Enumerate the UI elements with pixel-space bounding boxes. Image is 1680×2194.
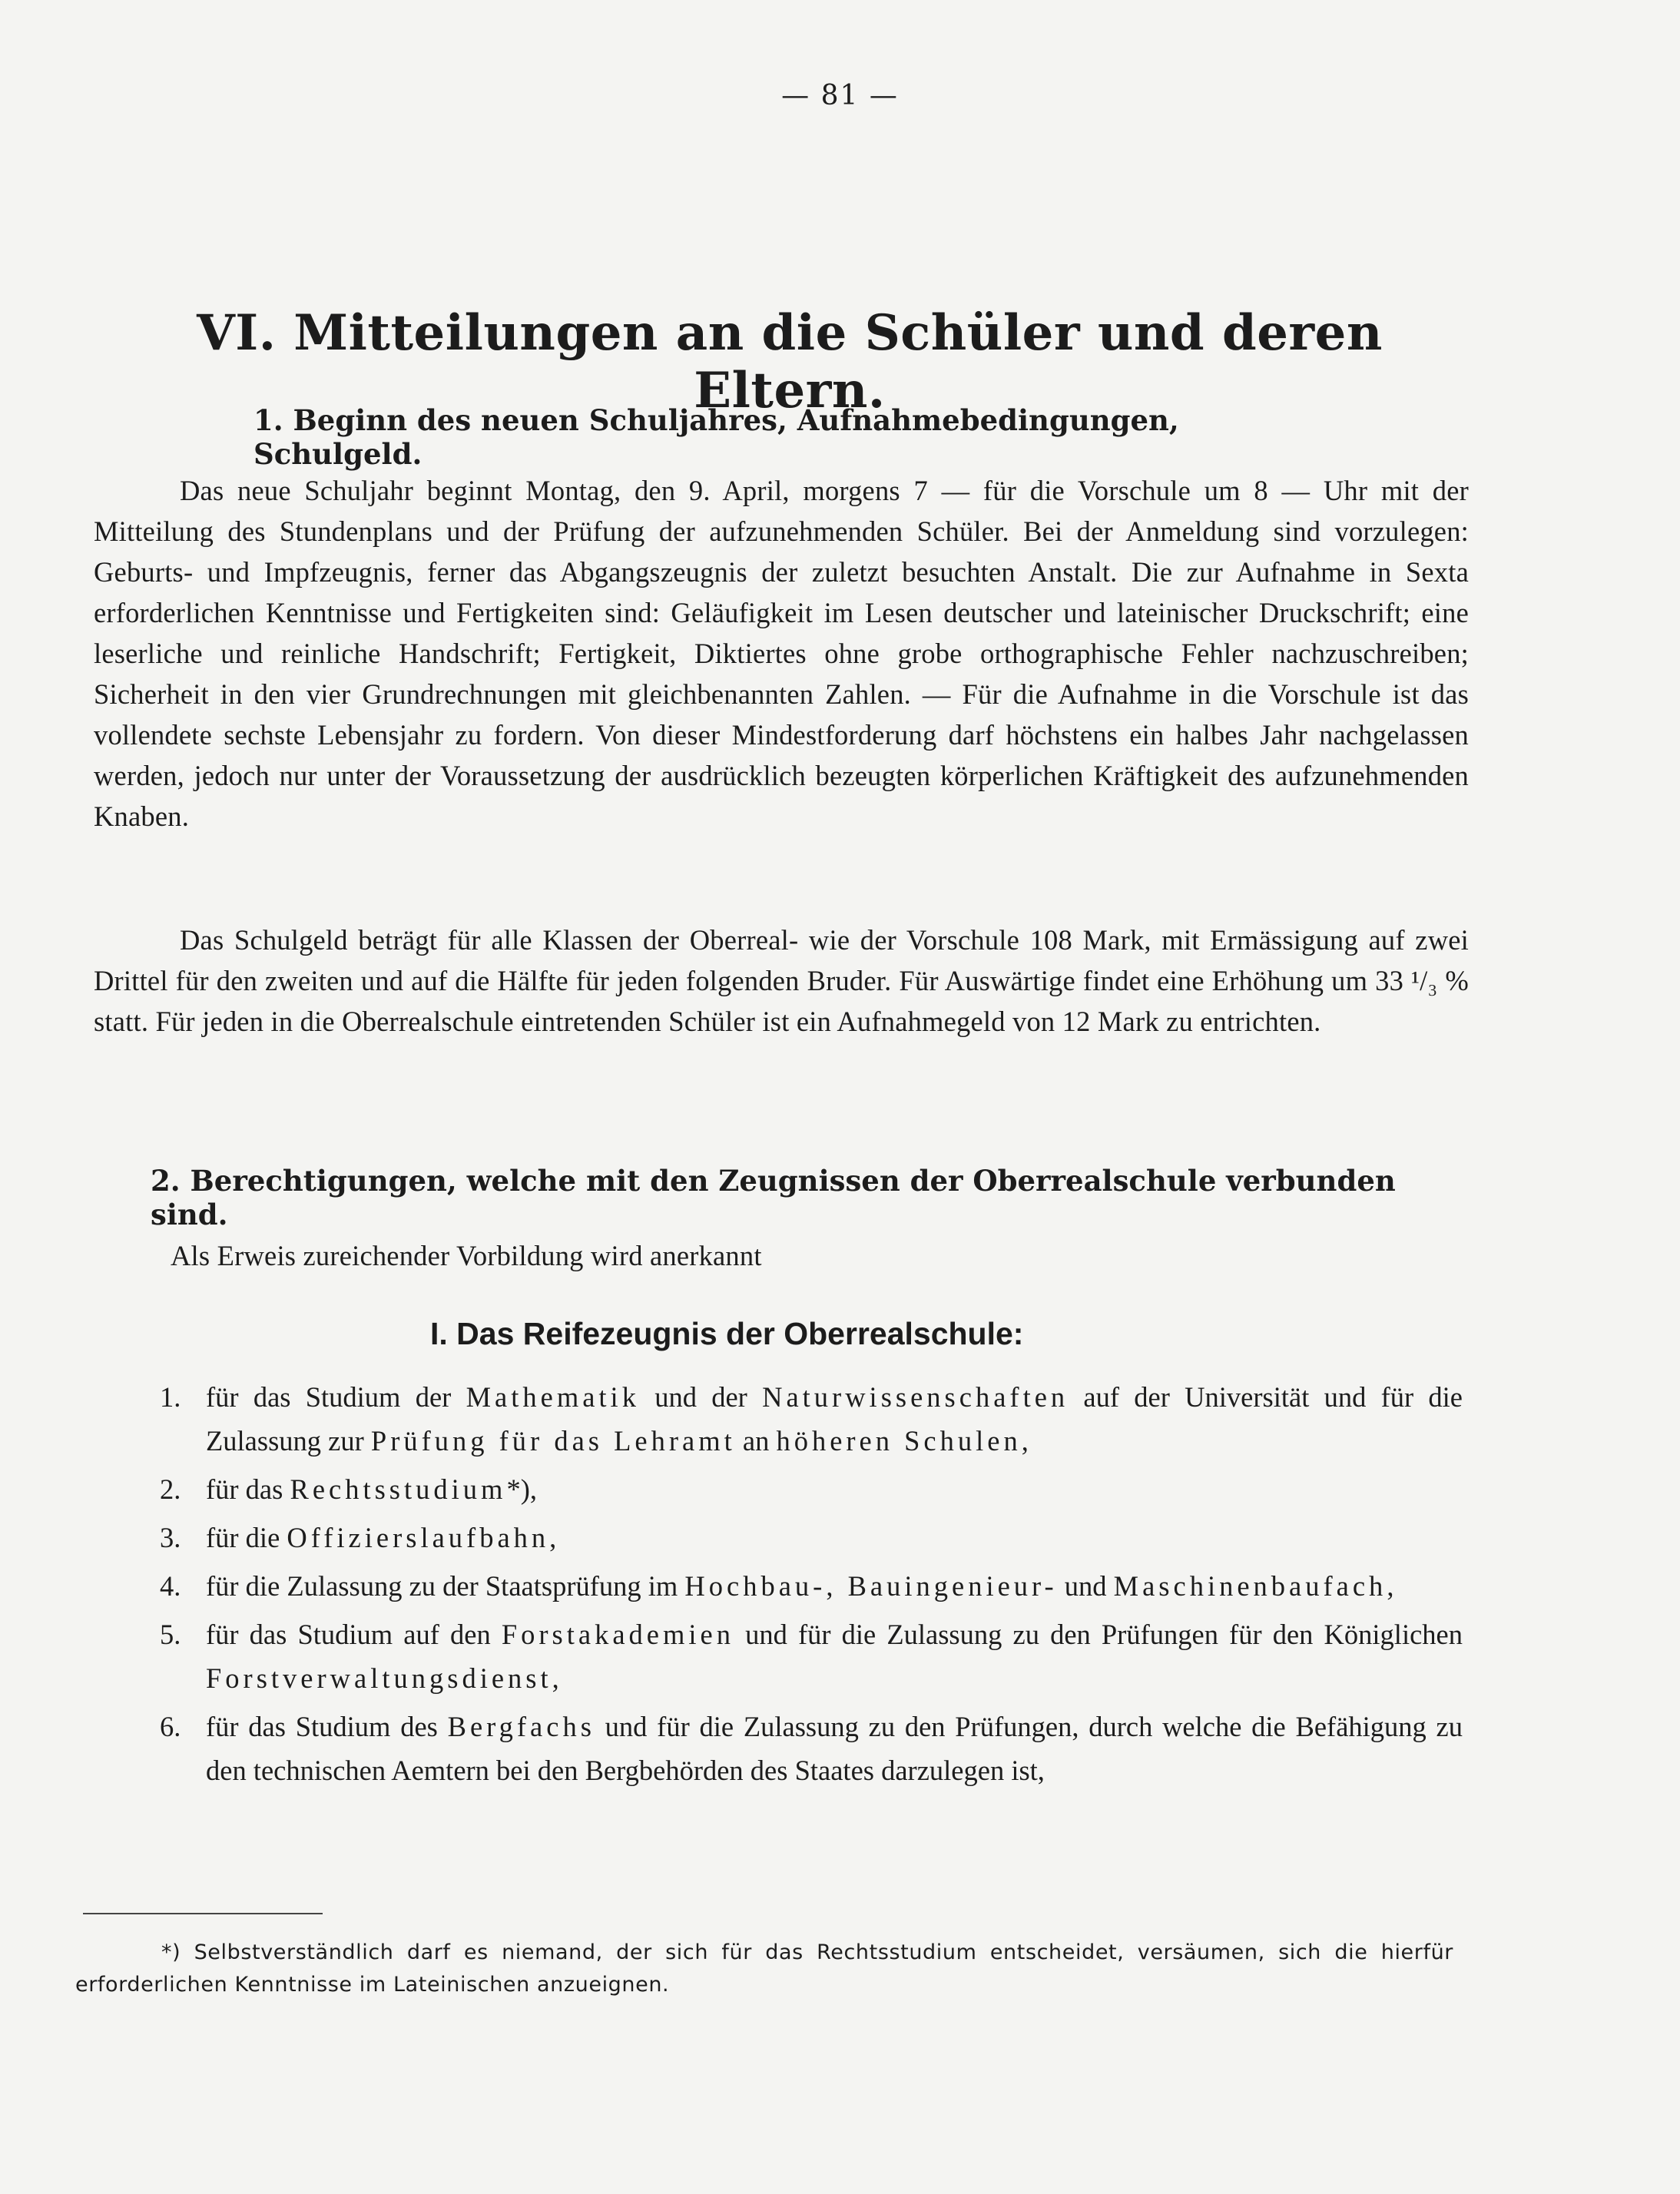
chapter-title: VI. Mitteilungen an die Schüler und deren Eltern. bbox=[197, 304, 1383, 419]
section-2-subheading: I. Das Reifezeugnis der Oberrealschule: bbox=[430, 1316, 1024, 1351]
list-item-text: für das Studium der bbox=[206, 1381, 466, 1413]
list-item-number: 3. bbox=[160, 1522, 181, 1553]
section-1-paragraph-1: Das neue Schuljahr beginnt Montag, den 9. April, morgens 7 — für die Vorschule um 8 — Uhr mit der Mitteilung des Stundenplans und der Prüfung der aufzunehmenden Schüler. Bei der Anmeldung sind vorzulegen: Geburts- und Impfzeugnis, ferner das Abgangszeugnis der zuletzt besuchten Anstalt. Die zur Aufnahme in Sexta erforderlichen Kenntnisse und Fertigkeiten sind: Geläufigkeit im Lesen deutscher und lateinischer Druckschrift; eine leserliche und reinliche Handschrift; Fertigkeit, Diktiertes ohne grobe orthographische Fehler nachzuschreiben; Sicherheit in den vier Grundrechnungen mit gleichbenannten Zahlen. — Für die Aufnahme in die Vorschule ist das vollendete sechste Lebensjahr zu fordern. Von dieser Mindestforderung darf höchstens ein halbes Jahr nachgelassen werden, jedoch nur unter der Voraussetzung der ausdrücklich bezeugten körperlichen Kräftigkeit des aufzunehmenden Knaben. bbox=[94, 475, 1469, 832]
list-item-spaced-text: Hochbau-, Bauingenieur- bbox=[684, 1570, 1058, 1602]
section-2-intro: Als Erweis zureichender Vorbildung wird anerkannt bbox=[171, 1240, 762, 1271]
list-item-text: , bbox=[1387, 1570, 1394, 1602]
list-item-text: und der bbox=[639, 1381, 763, 1413]
list-item bbox=[160, 1375, 1463, 1463]
list-item-text: für die Zulassung zu der Staatsprüfung im bbox=[206, 1570, 685, 1602]
list-item-text: auf der Universität und für die Zulassung zur bbox=[206, 1381, 1463, 1457]
list-item-spaced-text: höheren Schulen bbox=[776, 1425, 1022, 1457]
section-1-heading: 1. Beginn des neuen Schuljahres, Aufnahmebedingungen, Schulgeld. bbox=[253, 403, 1179, 471]
list-item-spaced-text: Bergfachs bbox=[447, 1711, 595, 1742]
list-item-text: für das Studium auf den bbox=[206, 1619, 502, 1650]
list-item-spaced-text: Prüfung für das Lehramt bbox=[370, 1425, 736, 1457]
section-2-heading: 2. Berechtigungen, welche mit den Zeugnissen der Oberrealschule verbunden sind. bbox=[151, 1164, 1396, 1231]
page-number: — 81 — bbox=[781, 80, 899, 111]
section-1-paragraph-2: Das Schulgeld beträgt für alle Klassen der Oberreal- wie der Vorschule 108 Mark, mit Ermässigung auf zwei Drittel für den zweiten und auf die Hälfte für jeden folgenden Bruder. Für Auswärtige findet eine Erhöhung um 33 ¹/₃ % statt. Für jeden in die Oberrealschule eintretenden Schüler ist ein Aufnahmegeld von 12 Mark zu entrichten. bbox=[94, 924, 1469, 1037]
list-item-spaced-text: Maschinenbaufach bbox=[1113, 1570, 1387, 1602]
list-item-text: und für die Zulassung zu den Prüfungen, durch welche die Befähigung zu den technischen Aemtern bei den Bergbehörden des Staates darzulegen ist, bbox=[206, 1711, 1463, 1786]
list-item bbox=[160, 1467, 1463, 1511]
list-item-text: und für die Zulassung zu den Prüfungen für den Königlichen bbox=[734, 1619, 1463, 1650]
list-item-spaced-text: Offizierslaufbahn bbox=[287, 1522, 550, 1553]
list-item-spaced-text: Mathematik bbox=[466, 1381, 640, 1413]
list-item-text: und bbox=[1057, 1570, 1114, 1602]
list-item bbox=[160, 1564, 1463, 1608]
list-item-text: , bbox=[1021, 1425, 1029, 1457]
list-item-text: für das bbox=[206, 1473, 290, 1505]
list-item-text: für die bbox=[206, 1522, 287, 1553]
list-item-text: , bbox=[549, 1522, 557, 1553]
list-item-spaced-text: Forstverwaltungsdienst bbox=[206, 1662, 552, 1694]
list-item-spaced-text: Naturwissenschaften bbox=[762, 1381, 1069, 1413]
footnote-divider bbox=[83, 1913, 323, 1914]
list-item-number: 2. bbox=[160, 1473, 181, 1505]
list-item bbox=[160, 1612, 1463, 1700]
list-item-text: *), bbox=[506, 1473, 537, 1505]
list-item-number: 1. bbox=[160, 1381, 181, 1413]
list-item-number: 6. bbox=[160, 1711, 181, 1742]
qualification-list bbox=[160, 1375, 1463, 1797]
list-item-number: 4. bbox=[160, 1570, 181, 1602]
list-item-number: 5. bbox=[160, 1619, 181, 1650]
list-item-text: , bbox=[552, 1662, 559, 1694]
list-item-text: für das Studium des bbox=[206, 1711, 448, 1742]
list-item-spaced-text: Forstakademien bbox=[501, 1619, 734, 1650]
list-item-spaced-text: Rechtsstudium bbox=[290, 1473, 507, 1505]
list-item-text: an bbox=[735, 1425, 777, 1457]
list-item bbox=[160, 1516, 1463, 1559]
list-item bbox=[160, 1705, 1463, 1792]
footnote: *) Selbstverständlich darf es niemand, der sich für das Rechtsstudium entscheidet, versäumen, sich die hierfür erforderlichen Kenntnisse im Lateinischen anzueignen. bbox=[75, 1940, 1453, 1997]
